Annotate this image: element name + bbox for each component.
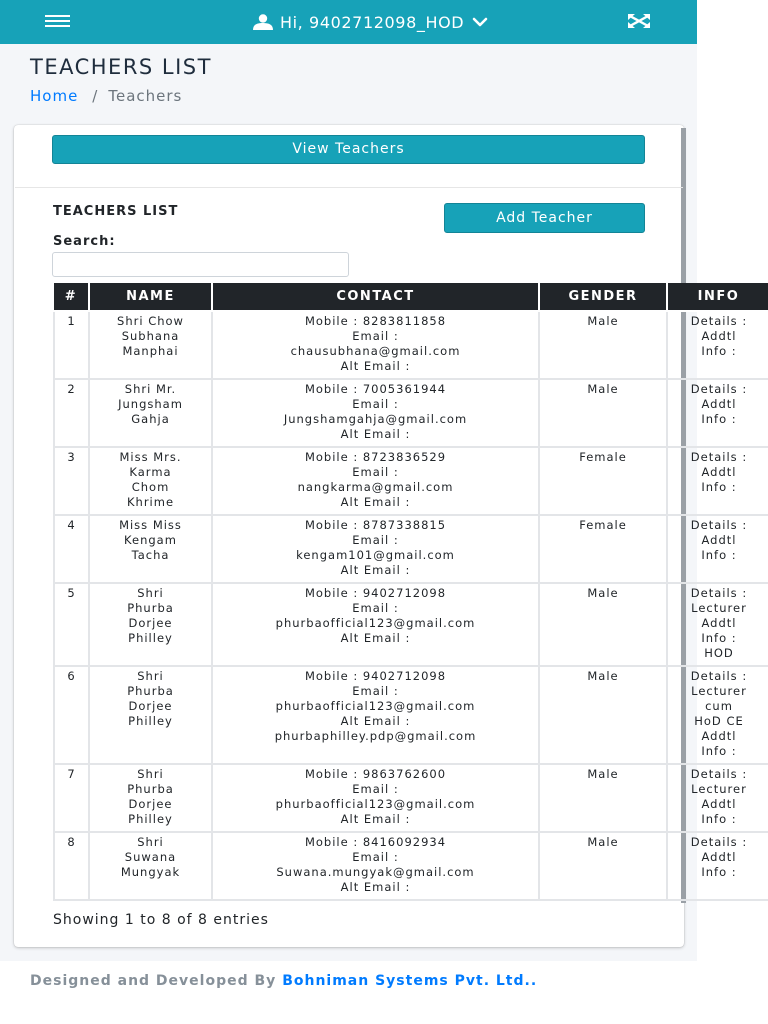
teacher-name-cell [89, 832, 212, 900]
column-header-number[interactable]: # [54, 283, 89, 311]
user-menu-dropdown[interactable] [252, 8, 494, 36]
contact-line: Email : [352, 684, 399, 698]
contact-cell [212, 764, 539, 832]
contact-cell [212, 583, 539, 666]
info-line: Details : [690, 586, 748, 600]
info-line: Details : [690, 314, 748, 328]
contact-line: Mobile : 8723836529 [304, 450, 447, 464]
contact-cell [212, 447, 539, 515]
menu-icon[interactable] [45, 15, 70, 28]
contact-line: Alt Email : [340, 631, 411, 645]
name-line: Phurba [127, 782, 174, 796]
contact-line: phurbaofficial123@gmail.com [275, 797, 476, 811]
contact-line: phurbaofficial123@gmail.com [275, 699, 476, 713]
teacher-name-cell [89, 515, 212, 583]
name-line: Philley [128, 631, 173, 645]
info-line: Info : [701, 744, 737, 758]
info-cell [667, 379, 768, 447]
name-line: Tacha [131, 548, 170, 562]
info-line: Addtl [701, 616, 737, 630]
teachers-table [53, 283, 768, 901]
info-cell [667, 764, 768, 832]
breadcrumb [30, 87, 182, 105]
table-row [54, 583, 768, 666]
row-number-cell: 5 [54, 583, 89, 666]
contact-line: Alt Email : [340, 427, 411, 441]
column-header-name[interactable]: NAME [89, 283, 212, 311]
gender-cell: Male [539, 764, 667, 832]
name-line: Jungsham [118, 397, 183, 411]
contact-line: Alt Email : [340, 563, 411, 577]
gender-cell: Male [539, 311, 667, 379]
add-teacher-button[interactable]: Add Teacher [444, 203, 645, 233]
name-line: Shri Chow [117, 314, 184, 328]
contact-cell [212, 379, 539, 447]
contact-line: Mobile : 8283811858 [304, 314, 447, 328]
teacher-name-cell [89, 311, 212, 379]
name-line: Dorjee [128, 616, 173, 630]
name-line: Chom [131, 480, 170, 494]
gender-cell: Male [539, 583, 667, 666]
footer [0, 961, 697, 1024]
info-line: Info : [701, 548, 737, 562]
name-line: Khrime [126, 495, 175, 509]
info-line: Addtl [701, 465, 737, 479]
info-line: Info : [701, 412, 737, 426]
info-line: Lecturer [691, 782, 747, 796]
table-row [54, 311, 768, 379]
name-line: Karma [129, 465, 172, 479]
contact-cell [212, 311, 539, 379]
contact-line: Mobile : 8416092934 [304, 835, 447, 849]
contact-line: Email : [352, 533, 399, 547]
contact-line: Alt Email : [340, 714, 411, 728]
contact-line: phurbaofficial123@gmail.com [275, 616, 476, 630]
name-line: Shri [137, 586, 164, 600]
table-row [54, 379, 768, 447]
info-line: Details : [690, 835, 748, 849]
breadcrumb-current: Teachers [108, 87, 183, 105]
list-title: TEACHERS LIST [53, 204, 179, 219]
name-line: Miss Mrs. [119, 450, 182, 464]
info-line: Addtl [701, 397, 737, 411]
contact-line: chausubhana@gmail.com [290, 344, 461, 358]
name-line: Kengam [124, 533, 177, 547]
row-number-cell: 4 [54, 515, 89, 583]
table-row [54, 447, 768, 515]
name-line: Dorjee [128, 797, 173, 811]
name-line: Manphai [122, 344, 179, 358]
info-line: Addtl [701, 729, 737, 743]
table-row [54, 666, 768, 764]
gender-cell: Female [539, 447, 667, 515]
teacher-name-cell [89, 764, 212, 832]
info-line: Addtl [701, 850, 737, 864]
info-line: Info : [701, 631, 737, 645]
info-cell [667, 447, 768, 515]
contact-cell [212, 832, 539, 900]
contact-line: kengam101@gmail.com [296, 548, 455, 562]
row-number-cell: 2 [54, 379, 89, 447]
info-line: Addtl [701, 533, 737, 547]
search-label: Search: [53, 234, 116, 249]
table-row [54, 764, 768, 832]
chevron-down-icon [472, 17, 488, 27]
column-header-contact[interactable]: CONTACT [212, 283, 539, 311]
contact-line: Mobile : 9402712098 [304, 669, 447, 683]
breadcrumb-separator: / [92, 87, 99, 105]
name-line: Phurba [127, 684, 174, 698]
user-label: Hi, 9402712098_HOD [280, 12, 465, 32]
footer-credit [30, 972, 670, 991]
info-line: cum [705, 699, 733, 713]
name-line: Dorjee [128, 699, 173, 713]
row-number-cell: 6 [54, 666, 89, 764]
name-line: Shri [137, 835, 164, 849]
info-line: Details : [690, 518, 748, 532]
info-line: HoD CE [694, 714, 744, 728]
info-cell [667, 515, 768, 583]
row-number-cell: 1 [54, 311, 89, 379]
name-line: Gahja [131, 412, 170, 426]
contact-line: Email : [352, 782, 399, 796]
name-line: Shri [137, 669, 164, 683]
info-line: Lecturer [691, 601, 747, 615]
info-line: Info : [701, 865, 737, 879]
fullscreen-icon[interactable] [626, 12, 652, 30]
row-number-cell: 8 [54, 832, 89, 900]
footer-brand-link[interactable]: Bohniman Systems Pvt. Ltd.. [282, 973, 538, 989]
info-line: Info : [701, 812, 737, 826]
info-cell [667, 666, 768, 764]
gender-cell: Male [539, 379, 667, 447]
contact-line: Email : [352, 850, 399, 864]
contact-line: phurbaphilley.pdp@gmail.com [274, 729, 477, 743]
contact-line: Mobile : 7005361944 [304, 382, 447, 396]
name-line: Miss Miss [119, 518, 182, 532]
info-line: Info : [701, 480, 737, 494]
name-line: Shri [137, 767, 164, 781]
table-row [54, 515, 768, 583]
column-header-info[interactable]: INFO [667, 283, 768, 311]
gender-cell: Male [539, 666, 667, 764]
info-cell [667, 311, 768, 379]
footer-prefix: Designed and Developed By [30, 973, 277, 989]
entries-info: Showing 1 to 8 of 8 entries [53, 912, 269, 928]
contact-line: Alt Email : [340, 495, 411, 509]
contact-line: Alt Email : [340, 880, 411, 894]
teacher-name-cell [89, 583, 212, 666]
column-header-gender[interactable]: GENDER [539, 283, 667, 311]
row-number-cell: 3 [54, 447, 89, 515]
contact-line: Email : [352, 397, 399, 411]
info-line: Details : [690, 669, 748, 683]
gender-cell: Female [539, 515, 667, 583]
contact-line: Mobile : 9402712098 [304, 586, 447, 600]
table-row [54, 832, 768, 900]
search-input[interactable] [52, 252, 349, 277]
name-line: Mungyak [120, 865, 181, 879]
contact-cell [212, 666, 539, 764]
info-line: Details : [690, 767, 748, 781]
info-line: Addtl [701, 797, 737, 811]
info-line: Details : [690, 450, 748, 464]
contact-line: Alt Email : [340, 812, 411, 826]
contact-line: Suwana.mungyak@gmail.com [276, 865, 475, 879]
name-line: Philley [128, 812, 173, 826]
name-line: Philley [128, 714, 173, 728]
breadcrumb-home-link[interactable]: Home [30, 87, 79, 105]
user-icon [252, 14, 274, 30]
name-line: Suwana [124, 850, 177, 864]
contact-line: Mobile : 9863762600 [304, 767, 447, 781]
info-line: Addtl [701, 329, 737, 343]
contact-line: Jungshamgahja@gmail.com [283, 412, 468, 426]
info-line: Details : [690, 382, 748, 396]
page-title: TEACHERS LIST [30, 55, 212, 79]
name-line: Subhana [121, 329, 180, 343]
table-header-row [54, 283, 768, 311]
contact-line: Email : [352, 601, 399, 615]
info-cell [667, 583, 768, 666]
row-number-cell: 7 [54, 764, 89, 832]
name-line: Phurba [127, 601, 174, 615]
gender-cell: Male [539, 832, 667, 900]
info-line: HOD [704, 646, 734, 660]
contact-cell [212, 515, 539, 583]
contact-line: Mobile : 8787338815 [304, 518, 447, 532]
contact-line: Alt Email : [340, 359, 411, 373]
teacher-name-cell [89, 379, 212, 447]
teacher-name-cell [89, 666, 212, 764]
info-cell [667, 832, 768, 900]
info-line: Lecturer [691, 684, 747, 698]
info-line: Info : [701, 344, 737, 358]
teacher-name-cell [89, 447, 212, 515]
name-line: Shri Mr. [124, 382, 177, 396]
contact-line: Email : [352, 465, 399, 479]
contact-line: Email : [352, 329, 399, 343]
view-teachers-button[interactable]: View Teachers [52, 135, 645, 164]
contact-line: nangkarma@gmail.com [297, 480, 454, 494]
card-divider [15, 187, 683, 188]
